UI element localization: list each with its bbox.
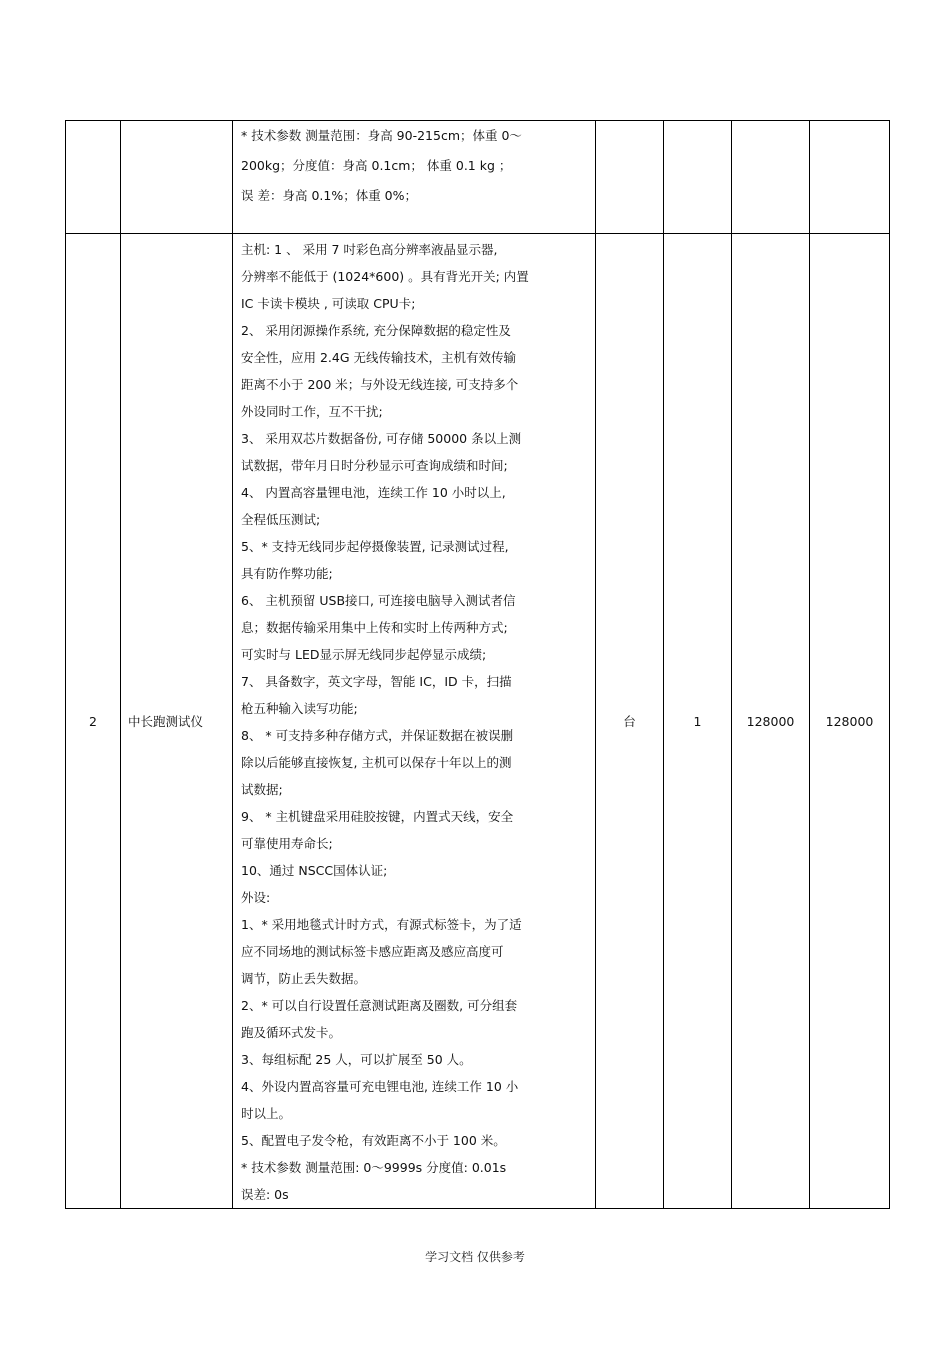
table-row — [66, 121, 890, 234]
item-quantity — [664, 121, 732, 234]
description-line: 1、* 采用地毯式计时方式，有源式标签卡，为了适 — [241, 917, 522, 932]
description-line: * 技术参数 测量范围: 0～9999s 分度值: 0.01s — [241, 1160, 507, 1175]
item-unit-price — [732, 121, 810, 234]
description-line: 外设: — [241, 890, 271, 905]
description-line: 2、 采用闭源操作系统, 充分保障数据的稳定性及 — [241, 323, 511, 338]
description-line: 跑及循环式发卡。 — [241, 1025, 342, 1040]
description-line: 距离不小于 200 米；与外设无线连接, 可支持多个 — [241, 377, 519, 392]
description-line: 息；数据传输采用集中上传和实时上传两种方式; — [241, 620, 508, 635]
description-line: 4、外设内置高容量可充电锂电池, 连续工作 10 小 — [241, 1079, 519, 1094]
description-line: 时以上。 — [241, 1106, 292, 1121]
page-footer: 学习文档 仅供参考 — [425, 1250, 525, 1264]
description-line: 6、 主机预留 USB接口, 可连接电脑导入测试者信 — [241, 593, 516, 608]
description-line: 分辨率不能低于 (1024*600) 。具有背光开关; 内置 — [241, 269, 529, 284]
description-line: 4、 内置高容量锂电池，连续工作 10 小时以上, — [241, 485, 506, 500]
item-number — [66, 121, 121, 234]
description-line: 5、* 支持无线同步起停摄像装置, 记录测试过程, — [241, 539, 509, 554]
description-line: 8、 * 可支持多种存储方式，并保证数据在被误删 — [241, 728, 514, 743]
description-line: 3、每组标配 25 人，可以扩展至 50 人。 — [241, 1052, 472, 1067]
description-line: 主机: 1 、 采用 7 吋彩色高分辨率液晶显示器, — [241, 242, 498, 257]
item-quantity: 1 — [664, 234, 732, 1209]
description-line: 具有防作弊功能; — [241, 566, 333, 581]
description-line: 可靠使用寿命长; — [241, 836, 333, 851]
description-line: 10、通过 NSCC国体认证; — [241, 863, 388, 878]
item-number: 2 — [66, 234, 121, 1209]
spec-table — [65, 120, 890, 1209]
item-name — [121, 121, 233, 234]
item-description — [233, 234, 596, 1209]
description-line: 3、 采用双芯片数据备份, 可存储 50000 条以上测 — [241, 431, 522, 446]
description-line: 外设同时工作，互不干扰; — [241, 404, 383, 419]
description-line: 试数据; — [241, 782, 283, 797]
description-line: 可实时与 LED显示屏无线同步起停显示成绩; — [241, 647, 487, 662]
description-line: 误差: 0s — [241, 1187, 289, 1202]
description-line: 2、* 可以自行设置任意测试距离及圈数, 可分组套 — [241, 998, 518, 1013]
description-line: * 技术参数 测量范围：身高 90-215cm；体重 0～ — [241, 128, 522, 143]
description-line: 全程低压测试; — [241, 512, 321, 527]
item-total-price — [810, 121, 890, 234]
item-unit-price: 128000 — [732, 234, 810, 1209]
description-line: 误 差：身高 0.1%；体重 0%； — [241, 188, 418, 203]
description-line: 9、 * 主机键盘采用硅胶按键，内置式天线，安全 — [241, 809, 514, 824]
description-line: 试数据，带年月日时分秒显示可查询成绩和时间; — [241, 458, 508, 473]
description-line: 5、配置电子发令枪，有效距离不小于 100 米。 — [241, 1133, 506, 1148]
item-description — [233, 121, 596, 234]
item-unit — [596, 121, 664, 234]
item-unit: 台 — [596, 234, 664, 1209]
description-line: 枪五种输入读写功能; — [241, 701, 358, 716]
description-line: 7、 具备数字，英文字母，智能 IC，ID 卡，扫描 — [241, 674, 512, 689]
description-line: 调节，防止丢失数据。 — [241, 971, 367, 986]
table-row — [66, 234, 890, 1209]
description-line: 200kg；分度值：身高 0.1cm； 体重 0.1 kg ； — [241, 158, 512, 173]
item-total-price: 128000 — [810, 234, 890, 1209]
description-line: 除以后能够直接恢复, 主机可以保存十年以上的测 — [241, 755, 512, 770]
description-line: 应不同场地的测试标签卡感应距离及感应高度可 — [241, 944, 504, 959]
item-name: 中长跑测试仪 — [121, 234, 233, 1209]
description-line: IC 卡读卡模块 , 可读取 CPU卡; — [241, 296, 416, 311]
description-line: 安全性，应用 2.4G 无线传输技术，主机有效传输 — [241, 350, 517, 365]
